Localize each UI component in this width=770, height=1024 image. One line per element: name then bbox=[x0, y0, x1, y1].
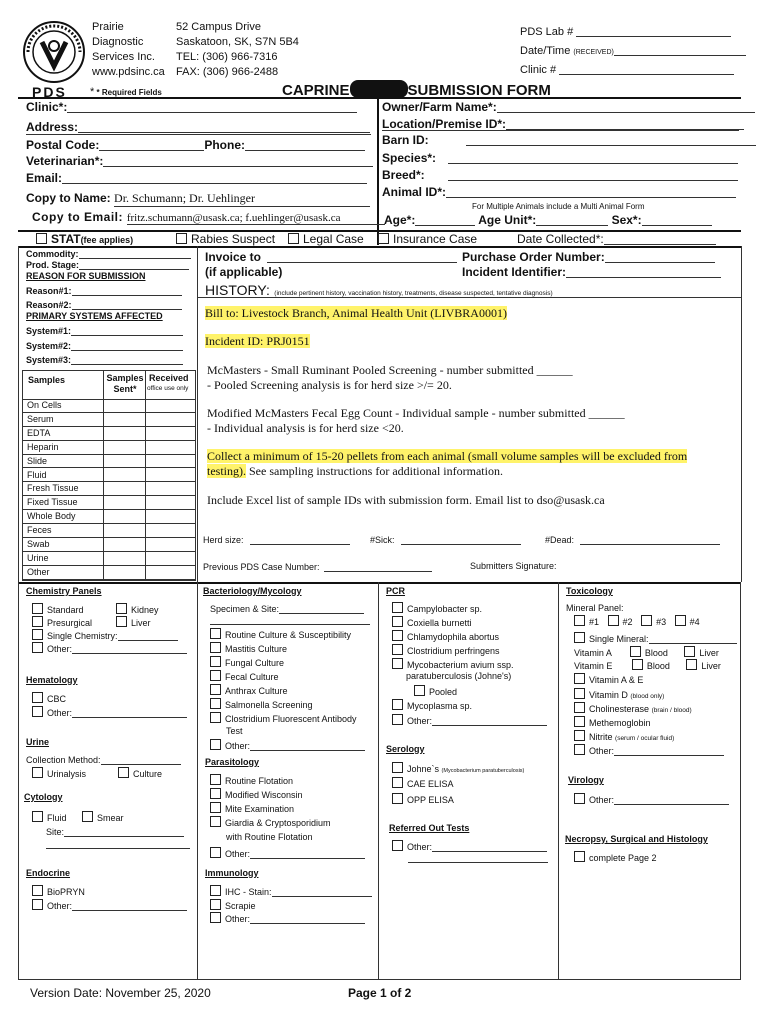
checkbox-icon[interactable] bbox=[32, 885, 43, 896]
system1-field[interactable]: System#1: bbox=[26, 325, 183, 336]
tox-vitamin-ae[interactable]: Vitamin A & E bbox=[574, 673, 643, 685]
reason1-field[interactable]: Reason#1: bbox=[26, 285, 182, 296]
cyto-site[interactable]: Site: bbox=[46, 826, 184, 837]
samples-sent-header: Samples Sent* bbox=[106, 373, 144, 394]
form-title: CAPRINE SUBMISSION FORM bbox=[282, 82, 551, 99]
tox-vitamin-e[interactable]: Vitamin E Blood Liver bbox=[574, 661, 721, 671]
checkbox-icon[interactable] bbox=[32, 642, 43, 653]
signature-field[interactable]: Submitters Signature: bbox=[470, 561, 557, 571]
immuno-ihc[interactable]: IHC - Stain: bbox=[210, 885, 372, 897]
mcmasters-pooled-text: McMasters - Small Ruminant Pooled Screening - number submitted ______ - Pooled Screening analysis is for herd size >/= 20. bbox=[207, 363, 573, 392]
checkbox-icon[interactable] bbox=[210, 670, 221, 681]
bill-to-text: Bill to: Livestock Branch, Animal Health Unit (LIVBRA0001) bbox=[205, 306, 507, 320]
checkbox-icon[interactable] bbox=[686, 659, 697, 670]
collect-pellets-text: Collect a minimum of 15-20 pellets from each animal (small volume samples will be excluded from testing). See sampling instructions for additional information. bbox=[207, 449, 688, 478]
checkbox-icon[interactable] bbox=[210, 912, 221, 923]
breed-field[interactable]: Breed*: bbox=[382, 168, 738, 182]
pcr-heading: PCR bbox=[386, 586, 406, 596]
checkbox-icon[interactable] bbox=[210, 816, 221, 827]
checkbox-icon[interactable] bbox=[32, 616, 43, 627]
immuno-other[interactable]: Other: bbox=[210, 912, 365, 924]
checkbox-icon[interactable] bbox=[116, 616, 127, 627]
sero-johnes[interactable]: Johne`s (Mycobacterium paratuberculosis) bbox=[392, 762, 524, 774]
sample-type-label: Other bbox=[27, 566, 50, 577]
parasitology-option[interactable]: Mite Examination bbox=[210, 802, 294, 814]
sero-opp[interactable]: OPP ELISA bbox=[392, 793, 454, 805]
sample-type-label: Whole Body bbox=[27, 511, 76, 522]
sample-row[interactable] bbox=[23, 413, 195, 427]
checkbox-icon[interactable] bbox=[392, 630, 403, 641]
checkbox-icon[interactable] bbox=[632, 659, 643, 670]
tox-cholinesterase[interactable]: Cholinesterase (brain / blood) bbox=[574, 702, 692, 714]
previous-case-field[interactable]: Previous PDS Case Number: bbox=[203, 561, 432, 572]
checkbox-icon[interactable] bbox=[32, 603, 43, 614]
required-note: * * Required Fields bbox=[90, 86, 162, 98]
checkbox-icon[interactable] bbox=[210, 885, 221, 896]
checkbox-icon[interactable] bbox=[574, 744, 585, 755]
org-name: Prairie Diagnostic Services Inc. www.pdsinc.ca bbox=[92, 21, 165, 78]
checkbox-icon[interactable] bbox=[675, 615, 686, 626]
lab-number-field[interactable]: PDS Lab # bbox=[520, 26, 731, 38]
viro-other[interactable]: Other: bbox=[574, 793, 729, 805]
tox-single-mineral[interactable]: Single Mineral: bbox=[574, 632, 737, 644]
tox-vitamin-a[interactable]: Vitamin A Blood Liver bbox=[574, 648, 719, 658]
checkbox-icon[interactable] bbox=[210, 712, 221, 723]
checkbox-icon[interactable] bbox=[684, 646, 695, 657]
system3-field[interactable]: System#3: bbox=[26, 354, 183, 365]
date-time-field[interactable]: Date/Time (RECEIVED) bbox=[520, 45, 746, 57]
bact-specimen[interactable]: Specimen & Site: bbox=[210, 603, 364, 614]
sample-type-label: Fixed Tissue bbox=[27, 497, 78, 508]
sample-type-label: Urine bbox=[27, 552, 49, 563]
veterinarian-field[interactable]: Veterinarian*: bbox=[26, 154, 373, 168]
modified-mcmasters-text: Modified McMasters Fecal Egg Count - Individual sample - number submitted ______ - Individual analysis is for herd size <20. bbox=[207, 406, 625, 435]
bacteriology-option[interactable]: Mastitis Culture bbox=[210, 642, 287, 654]
org-address: 52 Campus Drive Saskatoon, SK, S7N 5B4 TEL: (306) 966-7316 FAX: (306) 966-2488 bbox=[176, 21, 299, 78]
checkbox-icon[interactable] bbox=[210, 628, 221, 639]
animal-id-field[interactable]: Animal ID*: bbox=[382, 185, 736, 199]
checkbox-icon[interactable] bbox=[210, 656, 221, 667]
virology-heading: Virology bbox=[568, 775, 604, 785]
cytology-heading: Cytology bbox=[24, 792, 63, 802]
dead-field[interactable]: #Dead: bbox=[545, 534, 720, 545]
email-field[interactable]: Email: bbox=[26, 171, 367, 185]
bact-test-label: Test bbox=[226, 726, 243, 736]
if-applicable-label: (if applicable) bbox=[205, 265, 283, 279]
systems-heading: PRIMARY SYSTEMS AFFECTED bbox=[26, 311, 163, 321]
sample-type-label: EDTA bbox=[27, 427, 51, 438]
endo-other[interactable]: Other: bbox=[32, 899, 187, 911]
checkbox-icon[interactable] bbox=[608, 615, 619, 626]
sample-row[interactable] bbox=[23, 399, 195, 413]
logo-text: PDS bbox=[32, 84, 67, 100]
pcr-option[interactable]: Mycobacterium avium ssp. bbox=[392, 658, 514, 670]
pcr-paratb: paratuberculosis (Johne's) bbox=[406, 671, 512, 681]
checkbox-icon[interactable] bbox=[118, 767, 129, 778]
sample-row[interactable] bbox=[23, 496, 195, 510]
bact-other[interactable]: Other: bbox=[210, 739, 365, 751]
checkbox-icon[interactable] bbox=[392, 762, 403, 773]
rabies-checkbox[interactable]: Rabies Suspect bbox=[176, 232, 275, 246]
chem-presurgical[interactable]: Presurgical bbox=[32, 616, 92, 628]
location-field[interactable]: Location/Premise ID*: bbox=[382, 117, 744, 131]
parasitology-heading: Parasitology bbox=[205, 757, 260, 767]
para-other[interactable]: Other: bbox=[210, 847, 365, 859]
date-collected-field[interactable]: Date Collected*: bbox=[517, 232, 716, 246]
chemistry-heading: Chemistry Panels bbox=[26, 586, 102, 596]
hema-cbc[interactable]: CBC bbox=[32, 692, 66, 704]
checkbox-icon[interactable] bbox=[392, 840, 403, 851]
sample-type-label: Slide bbox=[27, 455, 48, 466]
sample-row[interactable] bbox=[23, 552, 195, 566]
bacteriology-option[interactable]: Clostridium Fluorescent Antibody bbox=[210, 712, 357, 724]
checkbox-icon[interactable] bbox=[392, 777, 403, 788]
serology-heading: Serology bbox=[386, 744, 425, 754]
insurance-checkbox[interactable]: Insurance Case bbox=[378, 232, 477, 246]
checkbox-icon[interactable] bbox=[36, 233, 47, 244]
checkbox-icon[interactable] bbox=[210, 684, 221, 695]
checkbox-icon[interactable] bbox=[288, 233, 299, 244]
checkbox-icon[interactable] bbox=[210, 642, 221, 653]
hema-other[interactable]: Other: bbox=[32, 706, 187, 718]
checkbox-icon[interactable] bbox=[32, 767, 43, 778]
multi-animal-note: For Multiple Animals include a Multi Animal Form bbox=[472, 202, 645, 211]
incident-id-text: Incident ID: PRJ0151 bbox=[205, 334, 310, 348]
tox-other[interactable]: Other: bbox=[574, 744, 724, 756]
pcr-option[interactable]: Clostridium perfringens bbox=[392, 644, 500, 656]
checkbox-icon[interactable] bbox=[574, 673, 585, 684]
hematology-heading: Hematology bbox=[26, 675, 78, 685]
copy-to-name-field[interactable]: Copy to Name: Dr. Schumann; Dr. Uehlinger bbox=[26, 191, 370, 207]
sample-row[interactable] bbox=[23, 469, 195, 483]
sample-row[interactable] bbox=[23, 441, 195, 455]
sample-type-label: On Cells bbox=[27, 400, 62, 410]
checkbox-icon[interactable] bbox=[574, 716, 585, 727]
sample-row[interactable] bbox=[23, 566, 195, 580]
checkbox-icon[interactable] bbox=[392, 602, 403, 613]
sero-cae[interactable]: CAE ELISA bbox=[392, 777, 454, 789]
incident-identifier-field[interactable]: Incident Identifier: bbox=[462, 265, 721, 279]
address-field[interactable]: Address: bbox=[26, 120, 370, 134]
history-heading: HISTORY: (include pertinent history, vaccination history, treatments, disease suspected, tentative diagnosis) bbox=[205, 282, 553, 298]
checkbox-icon[interactable] bbox=[32, 692, 43, 703]
necropsy-heading: Necropsy, Surgical and Histology bbox=[565, 834, 708, 844]
checkbox-icon[interactable] bbox=[574, 615, 585, 626]
barn-id-field[interactable]: Barn ID: bbox=[382, 133, 756, 147]
samples-table bbox=[22, 370, 196, 581]
sample-row[interactable] bbox=[23, 524, 195, 538]
checkbox-icon[interactable] bbox=[176, 233, 187, 244]
pds-logo bbox=[22, 20, 86, 84]
urine-culture[interactable]: Culture bbox=[118, 767, 162, 779]
checkbox-icon[interactable] bbox=[414, 685, 425, 696]
checkbox-icon[interactable] bbox=[392, 644, 403, 655]
reason2-field[interactable]: Reason#2: bbox=[26, 299, 182, 310]
bacteriology-option[interactable]: Routine Culture & Susceptibility bbox=[210, 628, 351, 640]
checkbox-icon[interactable] bbox=[210, 802, 221, 813]
pcr-option[interactable]: Coxiella burnetti bbox=[392, 616, 472, 628]
invoice-to-field[interactable]: Invoice to bbox=[205, 250, 457, 264]
checkbox-icon[interactable] bbox=[210, 788, 221, 799]
checkbox-icon[interactable] bbox=[32, 811, 43, 822]
bacteriology-option[interactable]: Fungal Culture bbox=[210, 656, 284, 668]
endocrine-heading: Endocrine bbox=[26, 868, 71, 878]
sick-field[interactable]: #Sick: bbox=[370, 534, 521, 545]
bacteriology-option[interactable]: Anthrax Culture bbox=[210, 684, 288, 696]
checkbox-icon[interactable] bbox=[392, 699, 403, 710]
tox-mineral-panel-options[interactable]: #1 #2 #3 #4 bbox=[574, 615, 700, 627]
cyto-smear[interactable]: Smear bbox=[82, 811, 124, 823]
bacteriology-heading: Bacteriology/Mycology bbox=[203, 586, 302, 596]
prod-stage-field[interactable]: Prod. Stage: bbox=[26, 259, 189, 270]
sample-type-label: Fresh Tissue bbox=[27, 483, 79, 494]
sample-row[interactable] bbox=[23, 427, 195, 441]
checkbox-icon[interactable] bbox=[32, 706, 43, 717]
checkbox-icon[interactable] bbox=[574, 851, 585, 862]
sample-row[interactable] bbox=[23, 538, 195, 552]
samples-header: Samples bbox=[28, 375, 66, 385]
reason-heading: REASON FOR SUBMISSION bbox=[26, 271, 146, 281]
checkbox-icon[interactable] bbox=[82, 811, 93, 822]
checkbox-icon[interactable] bbox=[574, 793, 585, 804]
purchase-order-field[interactable]: Purchase Order Number: bbox=[462, 250, 715, 264]
herd-size-field[interactable]: Herd size: bbox=[203, 534, 350, 545]
checkbox-icon[interactable] bbox=[210, 774, 221, 785]
cyto-fluid[interactable]: Fluid bbox=[32, 811, 67, 823]
pcr-other[interactable]: Other: bbox=[392, 714, 547, 726]
checkbox-icon[interactable] bbox=[392, 658, 403, 669]
pcr-pooled[interactable]: Pooled bbox=[414, 685, 457, 697]
sample-row[interactable] bbox=[23, 455, 195, 469]
legal-checkbox[interactable]: Legal Case bbox=[288, 232, 364, 246]
clinic-field[interactable]: Clinic*: bbox=[26, 100, 357, 114]
sample-type-label: Swab bbox=[27, 539, 50, 549]
sample-type-label: Fluid bbox=[27, 469, 47, 480]
page-number: Page 1 of 2 bbox=[348, 986, 412, 1000]
checkbox-icon[interactable] bbox=[32, 899, 43, 910]
checkbox-icon[interactable] bbox=[574, 702, 585, 713]
toxicology-heading: Toxicology bbox=[566, 586, 613, 596]
tox-nitrite[interactable]: Nitrite (serum / ocular fluid) bbox=[574, 730, 674, 742]
immuno-scrapie[interactable]: Scrapie bbox=[210, 899, 256, 911]
checkbox-icon[interactable] bbox=[116, 603, 127, 614]
excel-instruction-text: Include Excel list of sample IDs with submission form. Email list to dso@usask.ca bbox=[207, 493, 605, 507]
chem-other[interactable]: Other: bbox=[32, 642, 187, 654]
bacteriology-option[interactable]: Salmonella Screening bbox=[210, 698, 313, 710]
checkbox-icon[interactable] bbox=[574, 632, 585, 643]
checkbox-icon[interactable] bbox=[210, 847, 221, 858]
checkbox-icon[interactable] bbox=[392, 616, 403, 627]
checkbox-icon[interactable] bbox=[392, 793, 403, 804]
pcr-option[interactable]: Campylobacter sp. bbox=[392, 602, 482, 614]
necropsy-complete[interactable]: complete Page 2 bbox=[574, 851, 657, 863]
checkbox-icon[interactable] bbox=[630, 646, 641, 657]
clinic-number-field[interactable]: Clinic # bbox=[520, 64, 734, 76]
urine-urinalysis[interactable]: Urinalysis bbox=[32, 767, 86, 779]
checkbox-icon[interactable] bbox=[32, 629, 43, 640]
pcr-mycoplasma[interactable]: Mycoplasma sp. bbox=[392, 699, 472, 711]
checkbox-icon[interactable] bbox=[641, 615, 652, 626]
urine-collection[interactable]: Collection Method: bbox=[26, 754, 181, 765]
postal-phone-field[interactable]: Postal Code: Phone: bbox=[26, 138, 365, 152]
referred-heading: Referred Out Tests bbox=[389, 823, 470, 833]
endo-bioprym[interactable]: BioPRYN bbox=[32, 885, 85, 897]
owner-farm-field[interactable]: Owner/Farm Name*: bbox=[382, 100, 755, 114]
sample-row[interactable] bbox=[23, 482, 195, 496]
urine-heading: Urine bbox=[26, 737, 50, 747]
checkbox-icon[interactable] bbox=[574, 688, 585, 699]
checkbox-icon[interactable] bbox=[392, 714, 403, 725]
checkbox-icon[interactable] bbox=[210, 899, 221, 910]
received-header: Received bbox=[149, 373, 189, 383]
age-sex-field[interactable]: Age*: Age Unit*: Sex*: bbox=[384, 213, 712, 227]
tox-vitamin-d[interactable]: Vitamin D (blood only) bbox=[574, 688, 664, 700]
version-date: Version Date: November 25, 2020 bbox=[30, 986, 211, 1000]
parasitology-option[interactable]: Routine Flotation bbox=[210, 774, 293, 786]
chem-single[interactable]: Single Chemistry: bbox=[32, 629, 178, 641]
tox-methemoglobin[interactable]: Methemoglobin bbox=[574, 716, 651, 728]
referred-other[interactable]: Other: bbox=[392, 840, 547, 852]
chem-liver[interactable]: Liver bbox=[116, 616, 151, 628]
parasitology-option[interactable]: Modified Wisconsin bbox=[210, 788, 303, 800]
para-with-flotation: with Routine Flotation bbox=[226, 832, 313, 842]
species-field[interactable]: Species*: bbox=[382, 151, 738, 165]
stat-checkbox[interactable]: STAT(fee applies) bbox=[36, 232, 133, 246]
immunology-heading: Immunology bbox=[205, 868, 259, 878]
office-use-label: office use only bbox=[147, 385, 189, 392]
sample-type-label: Serum bbox=[27, 413, 54, 424]
chem-kidney[interactable]: Kidney bbox=[116, 603, 159, 615]
checkbox-icon[interactable] bbox=[378, 233, 389, 244]
bacteriology-option[interactable]: Fecal Culture bbox=[210, 670, 279, 682]
chem-standard[interactable]: Standard bbox=[32, 603, 84, 615]
sample-type-label: Heparin bbox=[27, 441, 59, 452]
tox-mineral-panel-label: Mineral Panel: bbox=[566, 603, 624, 613]
sample-type-label: Feces bbox=[27, 525, 52, 536]
copy-to-email-field[interactable]: Copy to Email: fritz.schumann@usask.ca; f.uehlinger@usask.ca bbox=[32, 210, 385, 225]
parasitology-option[interactable]: Giardia & Cryptosporidium bbox=[210, 816, 331, 828]
system2-field[interactable]: System#2: bbox=[26, 340, 183, 351]
commodity-field[interactable]: Commodity: bbox=[26, 248, 191, 259]
checkbox-icon[interactable] bbox=[574, 730, 585, 741]
sample-row[interactable] bbox=[23, 510, 195, 524]
checkbox-icon[interactable] bbox=[210, 739, 221, 750]
checkbox-icon[interactable] bbox=[210, 698, 221, 709]
pcr-option[interactable]: Chlamydophila abortus bbox=[392, 630, 499, 642]
